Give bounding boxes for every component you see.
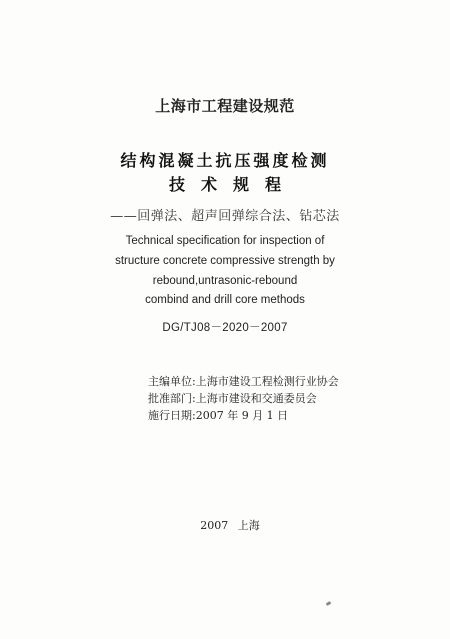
approval-department: 批准部门:上海市建设和交通委员会 bbox=[148, 392, 317, 405]
publication-year-place: 2007 上海 bbox=[200, 519, 260, 532]
scan-speck bbox=[326, 601, 332, 606]
english-title-line-2: structure concrete compressive strength by bbox=[115, 255, 335, 267]
document-title-line-2: 技术规程 bbox=[168, 175, 297, 194]
effective-date: 施行日期:2007 年 9 月 1 日 bbox=[148, 409, 289, 422]
chief-editor-unit: 主编单位:上海市建设工程检测行业协会 bbox=[148, 375, 339, 388]
english-title-line-1: Technical specification for inspection of bbox=[125, 235, 325, 247]
document-subtitle: ——回弹法、超声回弹综合法、钻芯法 bbox=[110, 209, 340, 224]
document-title-line-1: 结构混凝土抗压强度检测 bbox=[120, 151, 330, 170]
english-title-line-4: combind and drill core methods bbox=[145, 294, 305, 306]
standard-series-heading: 上海市工程建设规范 bbox=[155, 97, 295, 115]
standard-code: DG/TJ08－2020－2007 bbox=[162, 322, 288, 334]
english-title-line-3: rebound,untrasonic-rebound bbox=[152, 275, 298, 287]
